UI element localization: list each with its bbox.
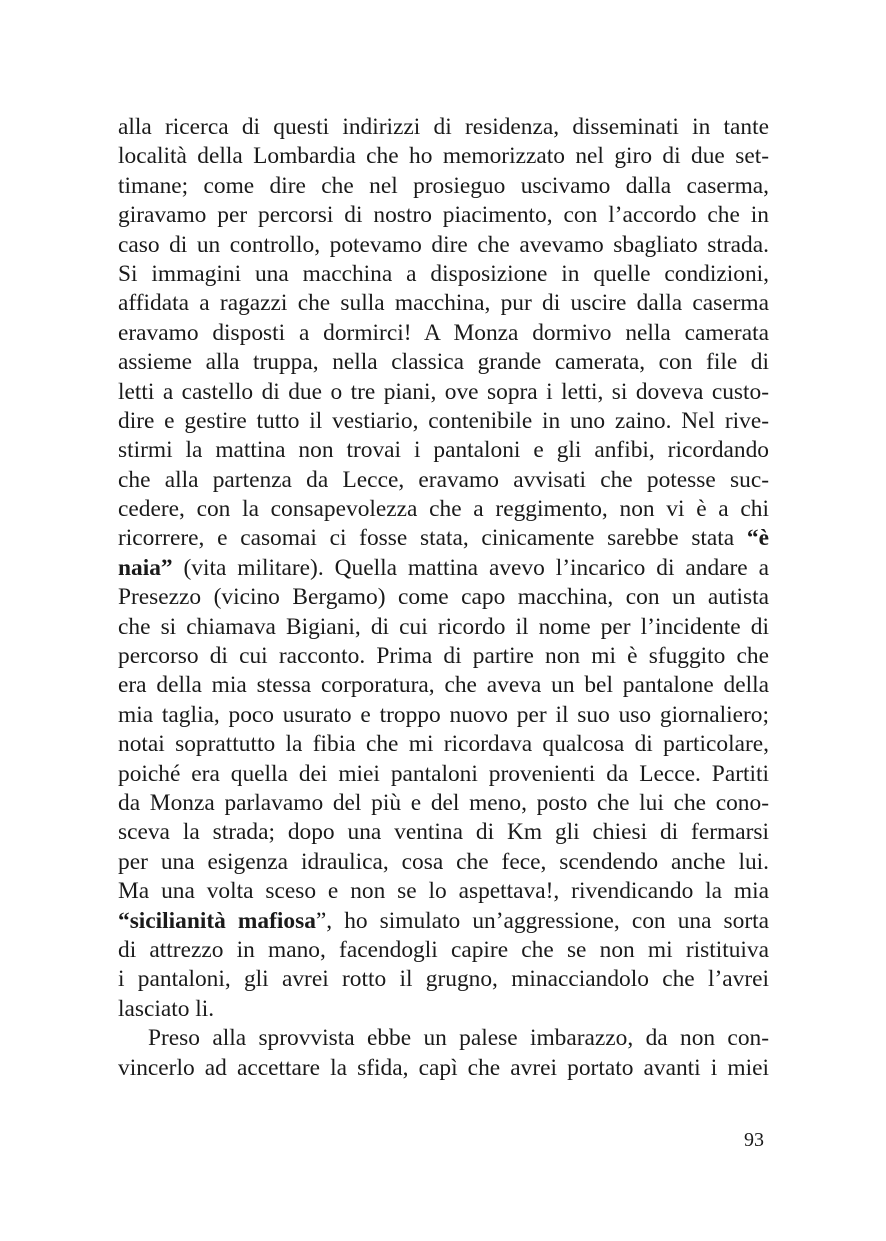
text-line bbox=[118, 818, 769, 847]
text-line bbox=[118, 965, 769, 994]
text-line bbox=[118, 348, 769, 377]
text-line bbox=[118, 701, 769, 730]
text-segment: giravamo per percorsi di nostro piacimento, con l’accordo che in bbox=[118, 202, 769, 229]
text-segment: lasciato li. bbox=[118, 995, 215, 1022]
text-line bbox=[118, 877, 769, 906]
text-segment: poiché era quella dei miei pantaloni provenienti da Lecce. Partiti bbox=[118, 760, 769, 787]
text-segment: percorso di cui racconto. Prima di partire non mi è sfuggito che bbox=[118, 643, 769, 670]
text-line bbox=[118, 848, 769, 877]
text-line bbox=[118, 289, 769, 318]
text-segment: Ma una volta sceso e non se lo aspettava!, rivendicando la mia bbox=[118, 878, 769, 905]
text-segment: cedere, con la consapevolezza che a reggimento, non vi è a chi bbox=[118, 496, 769, 523]
text-line bbox=[118, 760, 769, 789]
text-line bbox=[118, 466, 769, 495]
text-segment: (vita militare). Quella mattina avevo l’incarico di andare a bbox=[172, 554, 769, 581]
text-line bbox=[118, 495, 769, 524]
text-line bbox=[118, 378, 769, 407]
text-line bbox=[118, 172, 769, 201]
text-segment: sceva la strada; dopo una ventina di Km gli chiesi di fermarsi bbox=[118, 819, 769, 846]
text-segment: era della mia stessa corporatura, che aveva un bel pantalone della bbox=[118, 672, 769, 699]
text-segment: località della Lombardia che ho memorizzato nel giro di due set- bbox=[118, 143, 769, 170]
text-line bbox=[118, 524, 769, 553]
text-segment: eravamo disposti a dormirci! A Monza dormivo nella camerata bbox=[118, 319, 769, 346]
text-segment: di attrezzo in mano, facendogli capire che se non mi ristituiva bbox=[118, 936, 769, 963]
text-segment: Presezzo (vicino Bergamo) come capo macchina, con un autista bbox=[118, 584, 769, 611]
text-segment: Si immagini una macchina a disposizione in quelle condizioni, bbox=[118, 260, 769, 287]
text-line bbox=[118, 319, 769, 348]
text-line bbox=[118, 554, 769, 583]
text-line bbox=[118, 1054, 769, 1083]
text-segment: caso di un controllo, potevamo dire che avevamo sbagliato strada. bbox=[118, 231, 769, 258]
text-segment: alla ricerca di questi indirizzi di residenza, disseminati in tante bbox=[118, 114, 769, 140]
text-line bbox=[118, 407, 769, 436]
text-line bbox=[118, 1024, 769, 1053]
text-line bbox=[118, 995, 769, 1024]
text-line bbox=[118, 260, 769, 289]
text-line bbox=[118, 671, 769, 700]
text-segment: per una esigenza idraulica, cosa che fece, scendendo anche lui. bbox=[118, 848, 769, 875]
text-line bbox=[118, 936, 769, 965]
text-segment: notai soprattutto la fibia che mi ricordava qualcosa di particolare, bbox=[118, 731, 769, 758]
text-line bbox=[118, 730, 769, 759]
text-line bbox=[118, 201, 769, 230]
text-line bbox=[118, 436, 769, 465]
text-segment: mia taglia, poco usurato e troppo nuovo per il suo uso giornaliero; bbox=[118, 701, 769, 728]
text-segment: ricorrere, e casomai ci fosse stata, cinicamente sarebbe stata bbox=[118, 525, 747, 552]
text-line bbox=[118, 613, 769, 642]
text-segment: letti a castello di due o tre piani, ove sopra i letti, si doveva custo- bbox=[118, 378, 769, 405]
text-line bbox=[118, 142, 769, 171]
text-segment: Preso alla sprovvista ebbe un palese imbarazzo, da non con- bbox=[148, 1025, 769, 1052]
text-segment: stirmi la mattina non trovai i pantaloni e gli anfibi, ricordando bbox=[118, 437, 769, 464]
bold-text-segment: “è bbox=[746, 525, 769, 552]
text-line bbox=[118, 583, 769, 612]
text-line bbox=[118, 642, 769, 671]
text-segment: da Monza parlavamo del più e del meno, posto che lui che cono- bbox=[118, 789, 769, 816]
text-segment: i pantaloni, gli avrei rotto il grugno, minacciandolo che l’avrei bbox=[118, 966, 769, 993]
bold-text-segment: “sicilianità mafiosa bbox=[118, 907, 316, 934]
book-page-text bbox=[118, 113, 769, 1083]
text-segment: ”, ho simulato un’aggressione, con una sorta bbox=[315, 907, 770, 934]
text-segment: che si chiamava Bigiani, di cui ricordo il nome per l’incidente di bbox=[118, 613, 769, 640]
text-line bbox=[118, 789, 769, 818]
text-segment: vincerlo ad accettare la sfida, capì che avrei portato avanti i miei bbox=[118, 1054, 769, 1081]
text-segment: assieme alla truppa, nella classica grande camerata, con file di bbox=[118, 349, 769, 376]
page-number: 93 bbox=[744, 1129, 764, 1151]
text-segment: timane; come dire che nel prosieguo uscivamo dalla caserma, bbox=[118, 172, 769, 199]
text-line bbox=[118, 231, 769, 260]
bold-text-segment: naia” bbox=[118, 554, 173, 581]
text-segment: dire e gestire tutto il vestiario, contenibile in uno zaino. Nel rive- bbox=[118, 407, 769, 434]
text-segment: che alla partenza da Lecce, eravamo avvisati che potesse suc- bbox=[118, 466, 769, 493]
text-segment: affidata a ragazzi che sulla macchina, pur di uscire dalla caserma bbox=[118, 290, 769, 317]
text-line bbox=[118, 113, 769, 142]
text-line bbox=[118, 907, 769, 936]
